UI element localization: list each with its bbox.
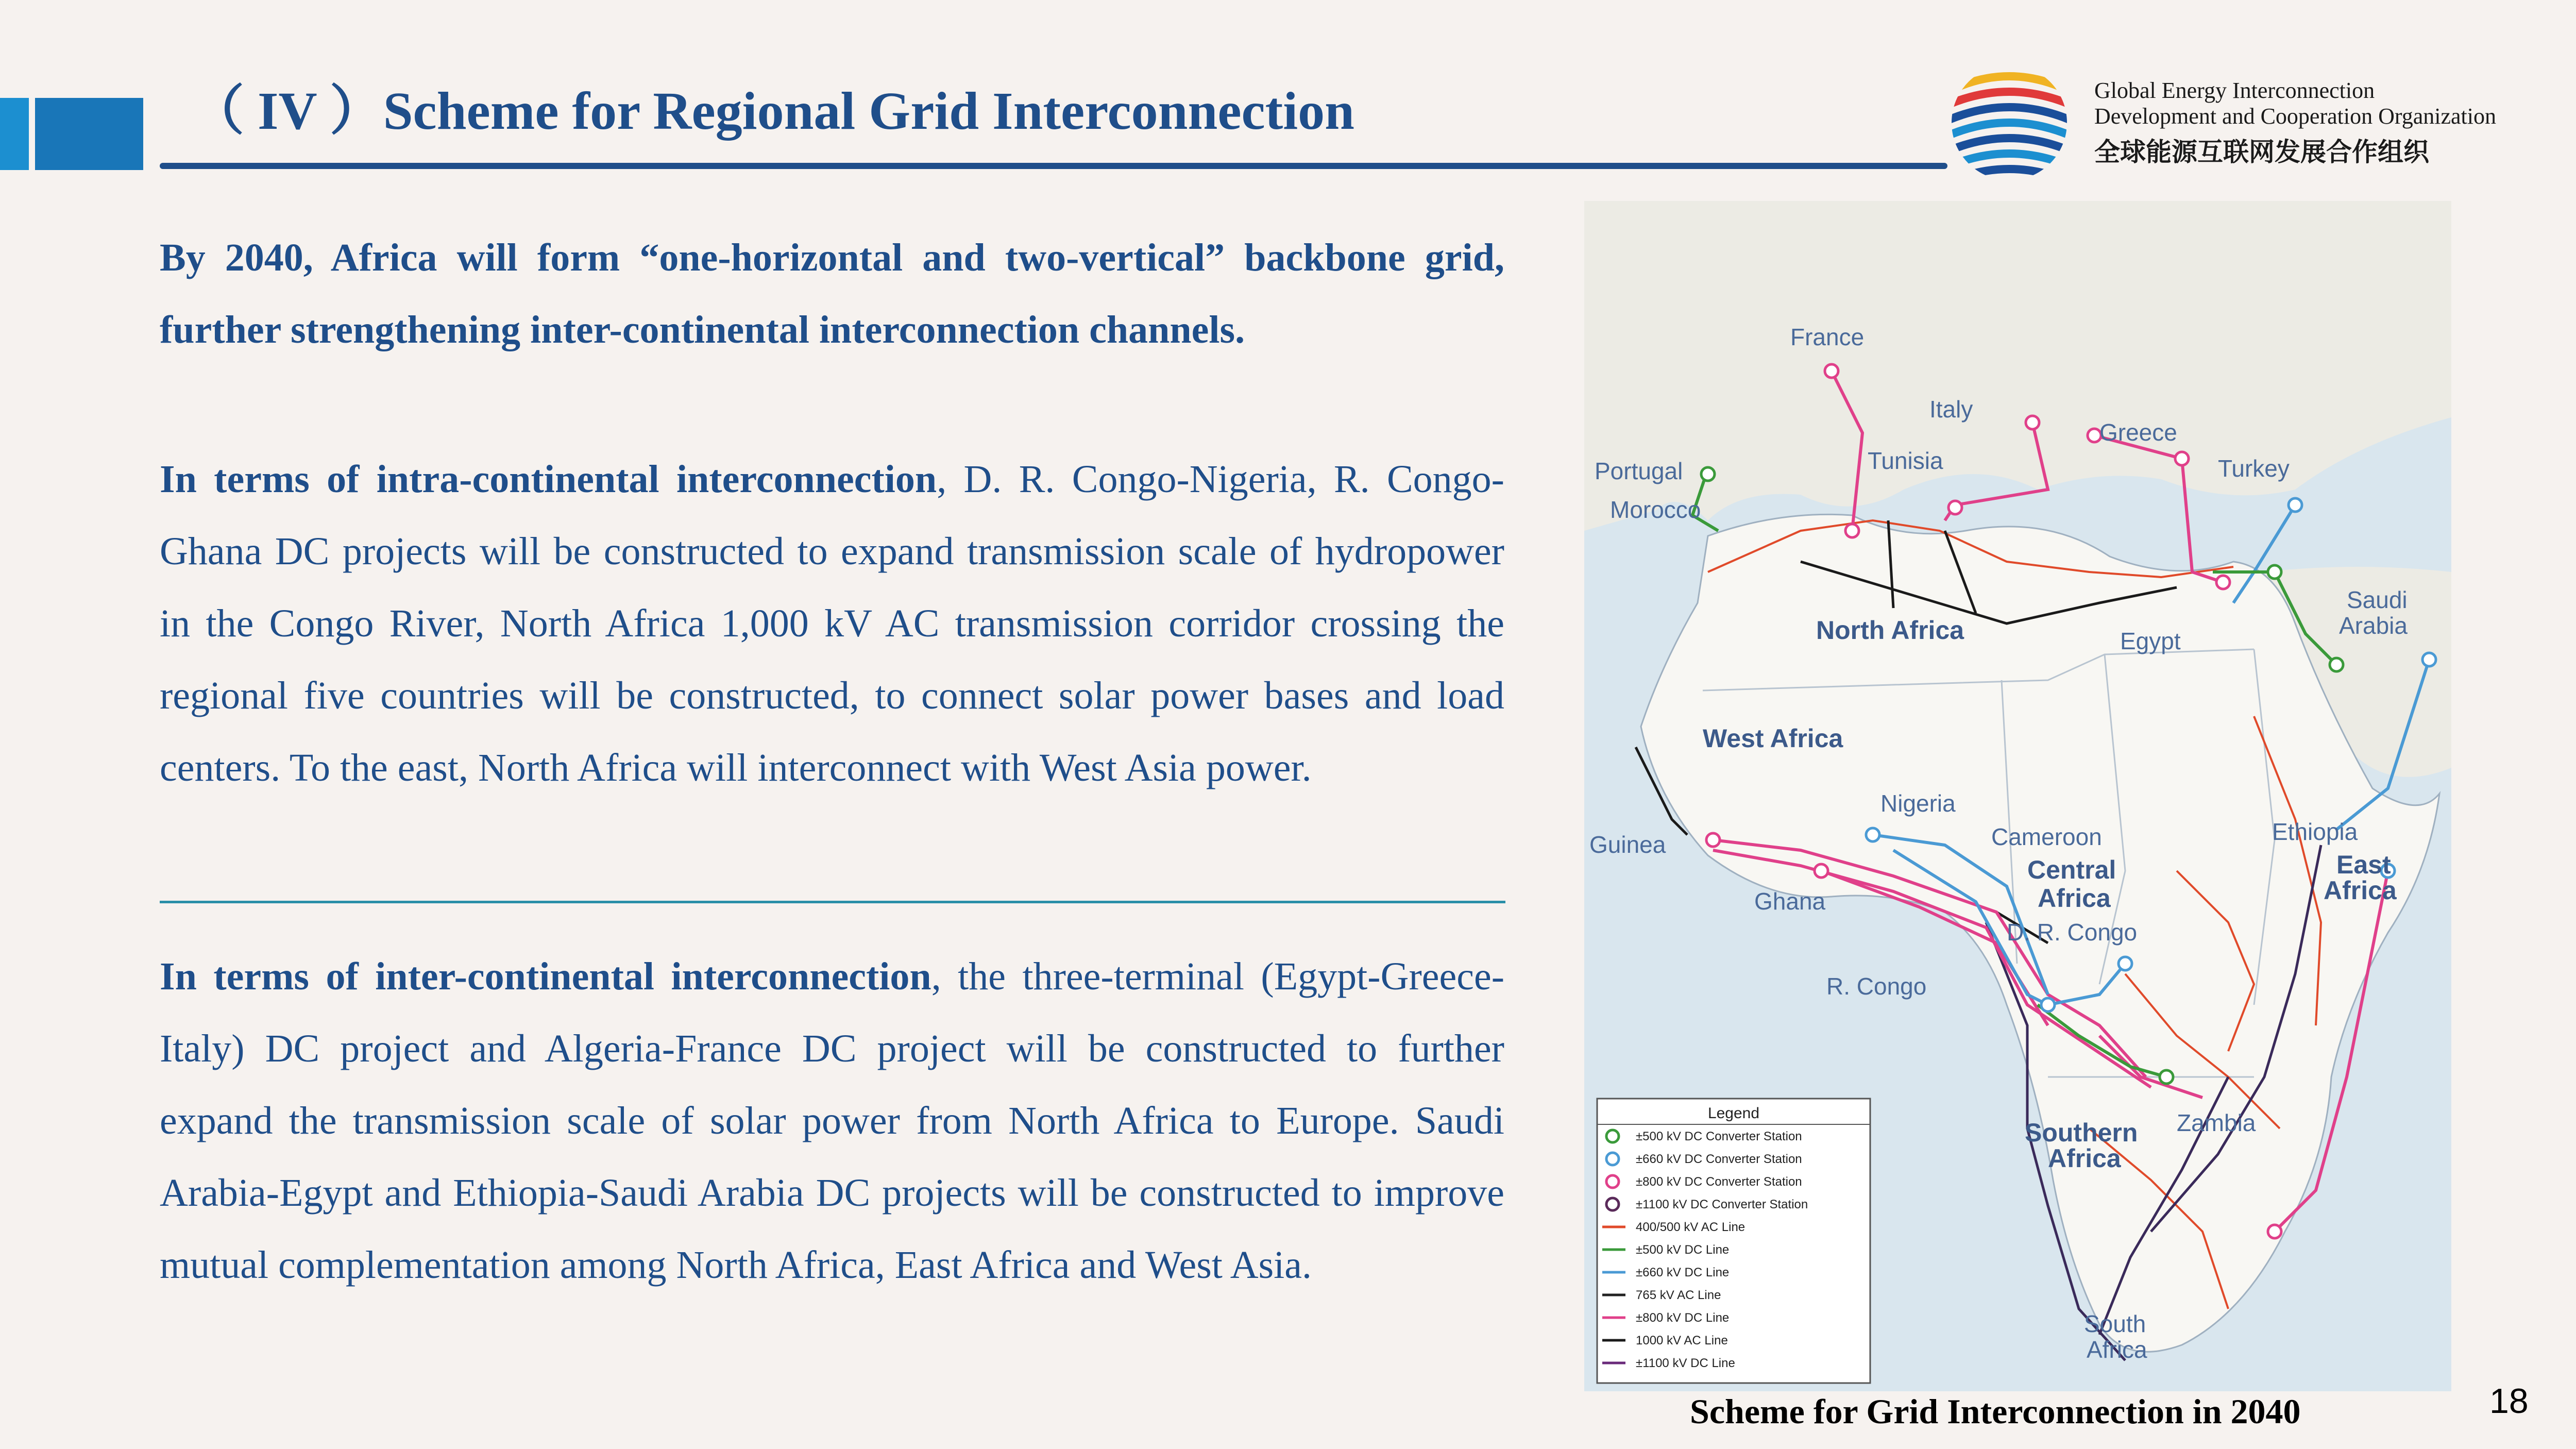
legend-item-label: 400/500 kV AC Line (1636, 1220, 1745, 1234)
geidco-logo-icon (1947, 61, 2071, 184)
label-saudi-line2: Arabia (2339, 612, 2408, 639)
section-divider (160, 901, 1505, 903)
label-cameroon: Cameroon (1991, 823, 2102, 850)
legend-symbol (1606, 1175, 1619, 1188)
label-portugal: Portugal (1595, 458, 1683, 484)
header-accent-block-dark (35, 98, 143, 170)
legend-item-label: ±800 kV DC Converter Station (1636, 1175, 1802, 1189)
region-west-africa: West Africa (1703, 724, 1843, 753)
label-greece: Greece (2099, 419, 2177, 446)
intra-continental-paragraph (160, 443, 1504, 804)
legend-item-label: ±500 kV DC Line (1636, 1243, 1730, 1257)
label-nigeria: Nigeria (1880, 790, 1956, 817)
inter-continental-body: , the three-terminal (Egypt-Greece-Italy) DC project and Algeria-France DC project will be constructed to further expand the transmission scale of solar power from North Africa to Europe. Saudi Arabia-Egypt and Ethiopia-Saudi Arabia DC projects will be constructed to improve mutual complementation among North Africa, East Africa and West Asia. (160, 955, 1505, 1287)
title-underline (160, 163, 1947, 169)
label-drc: D. R. Congo (2007, 919, 2138, 946)
legend-item-label: ±800 kV DC Line (1636, 1311, 1730, 1325)
label-rcongo: R. Congo (1826, 973, 1927, 1000)
label-france: France (1790, 324, 1865, 350)
label-tunisia: Tunisia (1868, 447, 1943, 474)
label-guinea: Guinea (1589, 831, 1666, 858)
africa-grid-map (1584, 201, 2451, 1391)
legend-item-label: ±1100 kV DC Converter Station (1636, 1198, 1808, 1211)
region-north-africa: North Africa (1816, 616, 1964, 645)
legend-item-label: ±660 kV DC Converter Station (1636, 1152, 1802, 1166)
intra-continental-lead: In terms of intra-continental interconnection (160, 458, 937, 501)
label-saudi-line1: Saudi (2347, 586, 2408, 613)
region-east-line2: Africa (2324, 876, 2397, 905)
org-name-cn: 全球能源互联网发展合作组织 (2094, 137, 2429, 167)
label-italy: Italy (1929, 396, 1973, 423)
legend-item-label: 1000 kV AC Line (1636, 1334, 1728, 1347)
label-south-africa-line1: South (2084, 1310, 2146, 1337)
region-southern-line2: Africa (2048, 1144, 2121, 1173)
legend-symbol (1606, 1130, 1619, 1142)
label-ghana: Ghana (1754, 888, 1826, 915)
label-egypt: Egypt (2120, 628, 2181, 654)
inter-continental-lead: In terms of inter-continental interconnection (160, 955, 931, 998)
inter-continental-paragraph (160, 940, 1504, 1301)
region-central-line1: Central (2027, 855, 2116, 884)
page-number: 18 (2489, 1381, 2529, 1421)
label-south-africa-line2: Africa (2087, 1336, 2147, 1363)
map-caption: Scheme for Grid Interconnection in 2040 (1690, 1392, 2301, 1431)
org-name-en-line1: Global Energy Interconnection (2094, 78, 2375, 103)
legend-item-label: ±660 kV DC Line (1636, 1266, 1730, 1279)
legend-item-label: 765 kV AC Line (1636, 1288, 1721, 1302)
legend-item-label: ±1100 kV DC Line (1636, 1356, 1735, 1370)
header-accent-block-light (0, 98, 29, 170)
label-turkey: Turkey (2218, 455, 2290, 482)
label-ethiopia: Ethiopia (2272, 818, 2358, 845)
intro-paragraph: By 2040, Africa will form “one-horizontal and two-vertical” backbone grid, further strengthening inter-continental interconnection channels. (160, 236, 1504, 351)
legend-item-label: ±500 kV DC Converter Station (1636, 1130, 1802, 1143)
label-zambia: Zambia (2177, 1109, 2256, 1136)
intra-continental-body: , D. R. Congo-Nigeria, R. Congo-Ghana DC projects will be constructed to expand transmission scale of hydropower in the Congo River, North Africa 1,000 kV AC transmission corridor crossing the regional five countries will be constructed, to connect solar power bases and load centers. To the east, North Africa will interconnect with West Asia power. (160, 458, 1504, 789)
slide-title: （ IV ）Scheme for Regional Grid Interconnection (191, 81, 1355, 141)
region-southern-line1: Southern (2025, 1118, 2138, 1147)
legend-symbol (1606, 1198, 1619, 1210)
label-morocco: Morocco (1610, 496, 1701, 523)
legend-title: Legend (1707, 1105, 1760, 1122)
map-legend (1597, 1099, 1870, 1383)
region-central-line2: Africa (2038, 884, 2111, 913)
legend-symbol (1606, 1153, 1619, 1165)
org-name-en-line2: Development and Cooperation Organization (2094, 104, 2496, 129)
region-east-line1: East (2336, 850, 2391, 879)
